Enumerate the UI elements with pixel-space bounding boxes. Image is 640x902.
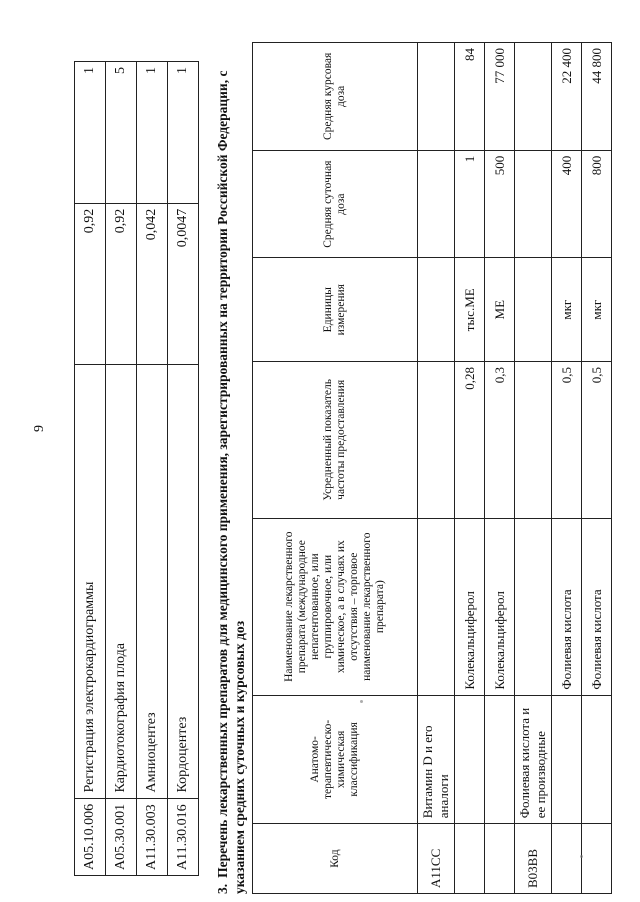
procedure-frequency: 0,92: [75, 203, 106, 365]
section-title: Перечень лекарственных препаратов для медицинского применения, зарегистрированных на территории Российской Федерации, с указанием средних суточных и курсовых доз: [215, 70, 247, 894]
drug-code: [582, 824, 612, 894]
atc-class: Фолиевая кислота и ее производные: [515, 695, 552, 824]
drug-course-dose: 22 400: [552, 43, 582, 151]
procedure-multiplicity: 1: [137, 62, 168, 204]
header-atc: Анатомо-терапевтическо-химическая классификация: [253, 695, 418, 824]
table-row: [137, 62, 168, 876]
table-header-row: [253, 43, 418, 894]
drug-unit: МЕ: [485, 258, 515, 361]
procedure-name: Амниоцентез: [137, 365, 168, 798]
procedure-multiplicity: 5: [106, 62, 137, 204]
scan-speck: [360, 700, 363, 703]
drug-name: Колекальциферол: [485, 518, 515, 695]
procedure-frequency: 0,042: [137, 203, 168, 365]
header-frequency: Усредненный показатель частоты предоставления: [253, 361, 418, 518]
drug-course-dose: [418, 43, 455, 151]
table-row: [75, 62, 106, 876]
drug-frequency: [515, 361, 552, 518]
procedure-name: Регистрация электрокардиограммы: [75, 365, 106, 798]
drug-daily-dose: 800: [582, 150, 612, 258]
table-row: [106, 62, 137, 876]
header-course-dose: Средняя курсовая доза: [253, 43, 418, 151]
table-row: [515, 43, 552, 894]
table-row: [455, 43, 485, 894]
scan-speck: [580, 855, 583, 858]
drug-daily-dose: [418, 150, 455, 258]
drug-unit: мкг: [582, 258, 612, 361]
procedure-name: Кордоцентез: [168, 365, 199, 798]
procedure-multiplicity: 1: [168, 62, 199, 204]
drug-unit: тыс.МЕ: [455, 258, 485, 361]
header-daily-dose: Средняя суточная доза: [253, 150, 418, 258]
drug-unit: [418, 258, 455, 361]
procedure-code: A11.30.003: [137, 798, 168, 875]
procedure-frequency: 0,92: [106, 203, 137, 365]
atc-class: Витамин D и его аналоги: [418, 695, 455, 824]
drug-code: [552, 824, 582, 894]
procedures-table: [74, 61, 199, 876]
drug-name: [418, 518, 455, 695]
drug-name: Фолиевая кислота: [552, 518, 582, 695]
drug-frequency: [418, 361, 455, 518]
atc-class: [552, 695, 582, 824]
table-row: [552, 43, 582, 894]
drug-course-dose: 44 800: [582, 43, 612, 151]
header-units: Единицы измерения: [253, 258, 418, 361]
table-row: [582, 43, 612, 894]
atc-class: [455, 695, 485, 824]
medicines-table: [252, 42, 612, 894]
procedure-code: A05.10.006: [75, 798, 106, 875]
drug-code: [485, 824, 515, 894]
atc-class: [582, 695, 612, 824]
drug-unit: [515, 258, 552, 361]
drug-daily-dose: [515, 150, 552, 258]
drug-frequency: 0,5: [552, 361, 582, 518]
procedure-name: Кардиотокография плода: [106, 365, 137, 798]
procedure-multiplicity: 1: [75, 62, 106, 204]
drug-daily-dose: 400: [552, 150, 582, 258]
header-drug-name: Наименование лекарственного препарата (международное непатентованное, или группировочное, или химическое, а в случаях их отсутствия – торговое наименование лекарственного препарата): [253, 518, 418, 695]
section-heading: [214, 44, 248, 894]
page-number: 9: [32, 425, 47, 432]
drug-frequency: 0,28: [455, 361, 485, 518]
drug-code: A11CC: [418, 824, 455, 894]
procedure-code: A05.30.001: [106, 798, 137, 875]
drug-frequency: 0,3: [485, 361, 515, 518]
drug-frequency: 0,5: [582, 361, 612, 518]
atc-class: [485, 695, 515, 824]
table-row: [168, 62, 199, 876]
section-number: 3.: [215, 883, 230, 894]
drug-code: B03BB: [515, 824, 552, 894]
procedure-frequency: 0,0047: [168, 203, 199, 365]
procedure-code: A11.30.016: [168, 798, 199, 875]
drug-name: Фолиевая кислота: [582, 518, 612, 695]
drug-unit: мкг: [552, 258, 582, 361]
header-code: Код: [253, 824, 418, 894]
drug-course-dose: 77 000: [485, 43, 515, 151]
table-row: [485, 43, 515, 894]
drug-course-dose: 84: [455, 43, 485, 151]
drug-name: [515, 518, 552, 695]
drug-daily-dose: 500: [485, 150, 515, 258]
table-row: [418, 43, 455, 894]
drug-daily-dose: 1: [455, 150, 485, 258]
drug-name: Колекальциферол: [455, 518, 485, 695]
drug-course-dose: [515, 43, 552, 151]
drug-code: [455, 824, 485, 894]
